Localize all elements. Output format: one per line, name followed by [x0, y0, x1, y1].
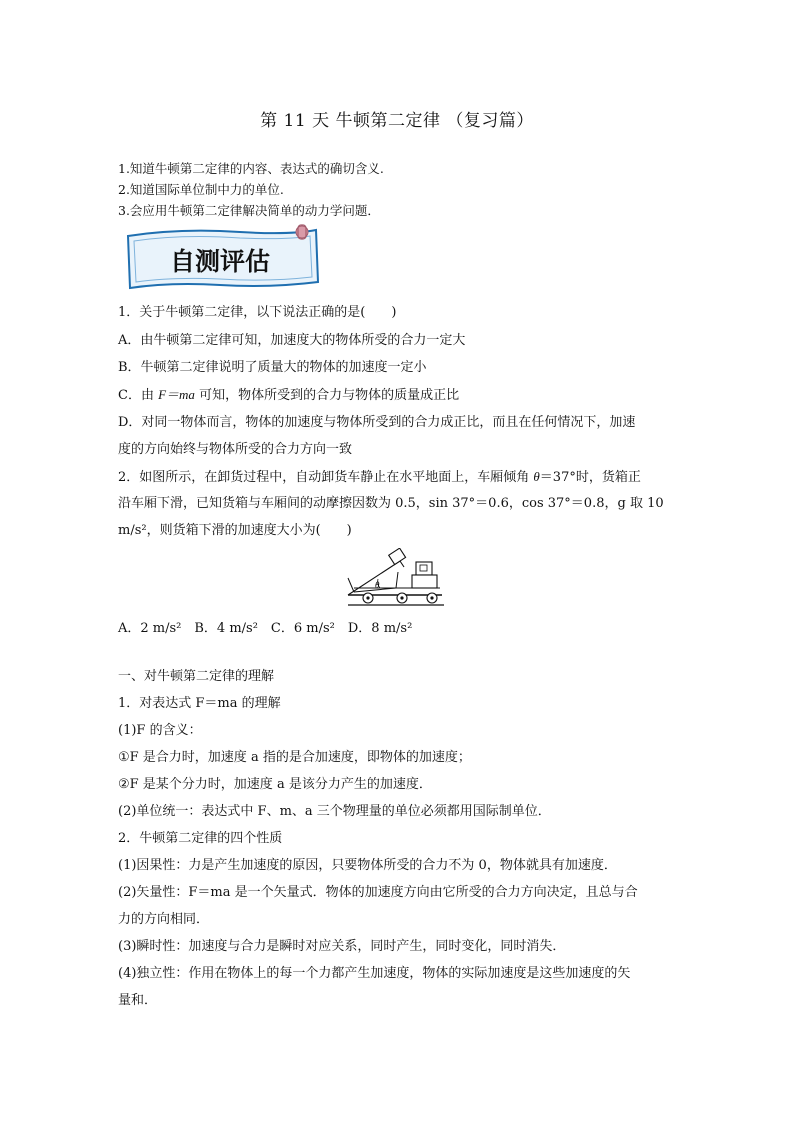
cargo-box — [389, 548, 406, 564]
property-vector-line2: 力的方向相同． — [118, 912, 210, 927]
q2-stem-line1: 2．如图所示，在卸货过程中，自动卸货车静止在水平地面上，车厢倾角 θ＝37°时，货箱正 — [118, 469, 641, 485]
q2-stem-line2: 沿车厢下滑，已知货箱与车厢间的动摩擦因数为 0.5，sin 37°＝0.6，cos 37°＝0.8，g 取 10 — [118, 496, 664, 511]
figure-theta-label: θ — [375, 580, 380, 590]
section-heading: 一、对牛顿第二定律的理解 — [118, 669, 275, 684]
section-1-b: ①F 是合力时，加速度 a 指的是合加速度，即物体的加速度； — [118, 750, 471, 765]
q1-option-d-line1: D．对同一物体而言，物体的加速度与物体所受到的合力成正比，而且在任何情况下，加速 — [118, 415, 636, 430]
section-1-c: ②F 是某个分力时，加速度 a 是该分力产生的加速度． — [118, 777, 432, 792]
q1-option-c: C．由 F＝ma 可知，物体所受到的合力与物体的质量成正比 — [118, 387, 460, 403]
section-1-a: (1)F 的含义： — [118, 723, 202, 738]
section-1-title: 1．对表达式 F＝ma 的理解 — [118, 696, 281, 711]
q2-options: A．2 m/s² B．4 m/s² C．6 m/s² D．8 m/s² — [118, 621, 413, 636]
q1-option-b: B．牛顿第二定律说明了质量大的物体的加速度一定小 — [118, 360, 427, 375]
page-title: 第 11 天 牛顿第二定律 （复习篇） — [260, 111, 534, 131]
objective-1: 1.知道牛顿第二定律的内容、表达式的确切含义. — [118, 161, 384, 176]
badge-text: 自测评估 — [169, 247, 271, 276]
property-instantaneity: (3)瞬时性：加速度与合力是瞬时对应关系，同时产生，同时变化，同时消失． — [118, 939, 566, 954]
q1-option-d-line2: 度的方向始终与物体所受的合力方向一致 — [118, 442, 353, 457]
dump-truck-figure — [340, 548, 452, 610]
property-vector-line1: (2)矢量性：F＝ma 是一个矢量式．物体的加速度方向由它所受的合力方向决定，且总与合 — [118, 885, 638, 900]
q2-stem-line3: m/s²，则货箱下滑的加速度大小为( ) — [118, 523, 352, 538]
section-2-title: 2．牛顿第二定律的四个性质 — [118, 831, 283, 846]
property-independence-line1: (4)独立性：作用在物体上的每一个力都产生加速度，物体的实际加速度是这些加速度的矢 — [118, 966, 631, 981]
property-independence-line2: 量和． — [118, 993, 158, 1008]
q1-option-a: A．由牛顿第二定律可知，加速度大的物体所受的合力一定大 — [118, 333, 466, 348]
property-causality: (1)因果性：力是产生加速度的原因，只要物体所受的合力不为 0，物体就具有加速度． — [118, 858, 617, 873]
objective-3: 3.会应用牛顿第二定律解决简单的动力学问题． — [118, 203, 380, 218]
q1-stem: 1．关于牛顿第二定律，以下说法正确的是( ) — [118, 305, 397, 320]
section-1-d: (2)单位统一：表达式中 F、m、a 三个物理量的单位必须都用国际制单位． — [118, 804, 551, 819]
self-test-badge — [120, 222, 326, 296]
objective-2: 2.知道国际单位制中力的单位. — [118, 182, 284, 197]
